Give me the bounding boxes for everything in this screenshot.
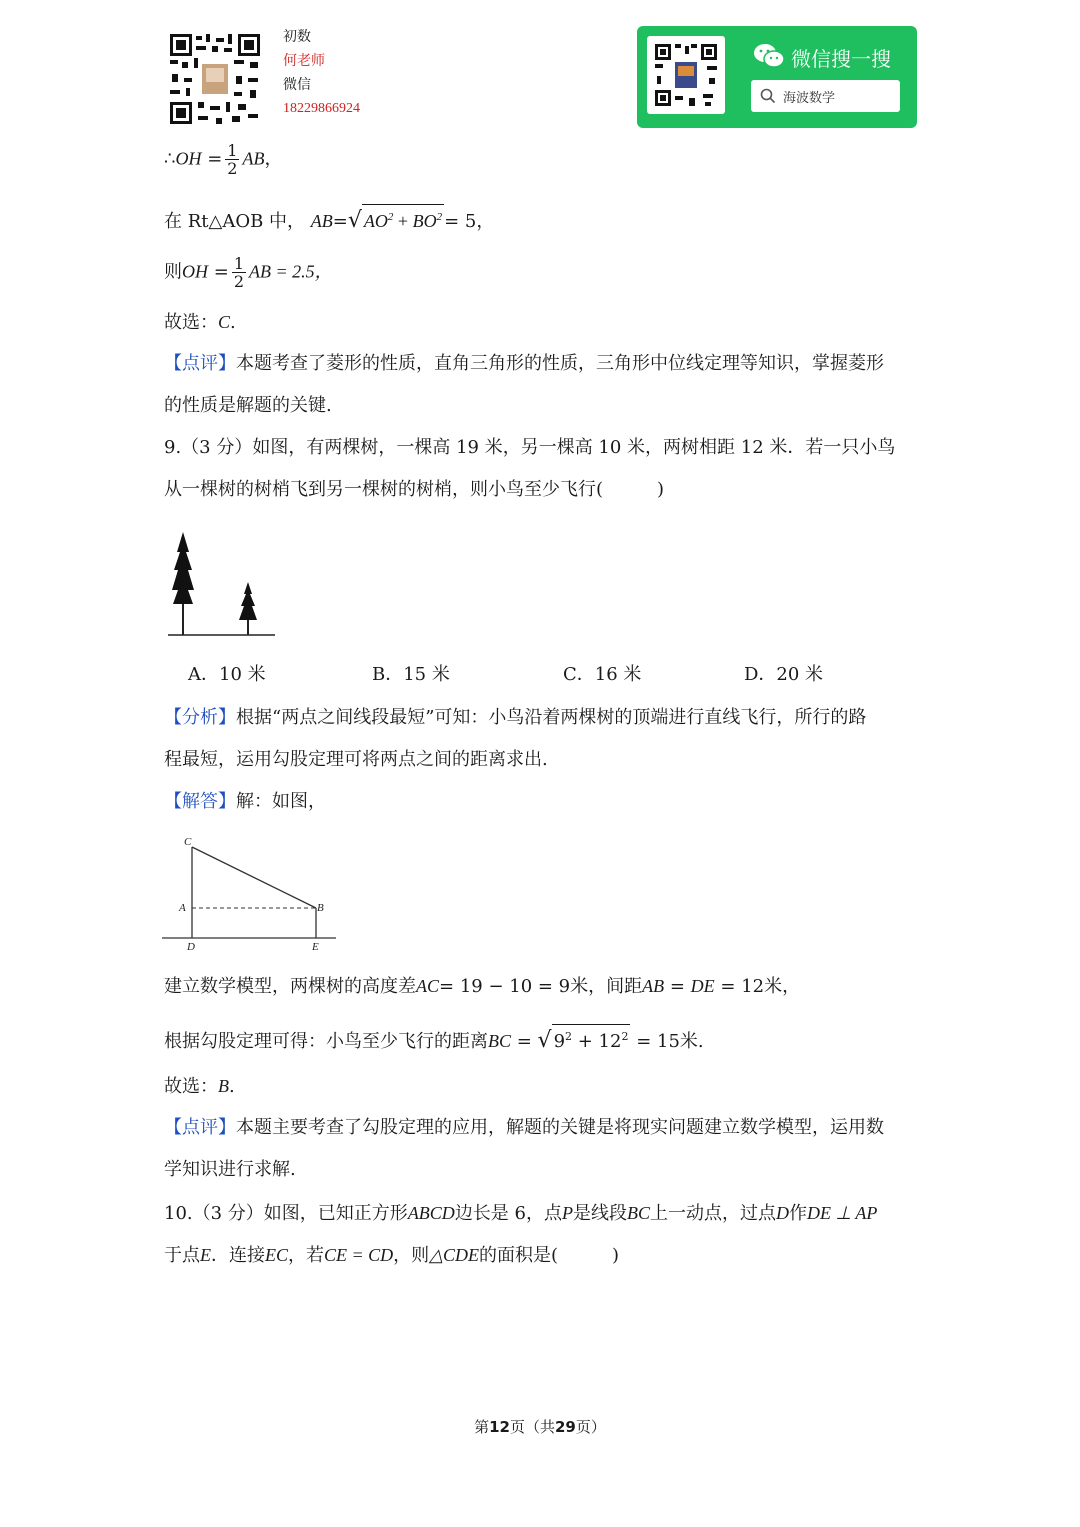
analysis-line-1 bbox=[164, 703, 866, 733]
then-value: AB = 2.5， bbox=[249, 261, 333, 282]
rt-ab: AB bbox=[310, 211, 333, 231]
choose-label: 故选： bbox=[164, 1076, 218, 1097]
pythagoras-line bbox=[164, 1024, 704, 1057]
period: . bbox=[230, 312, 236, 333]
rt-value: = 5， bbox=[444, 211, 495, 232]
wechat-qr-code bbox=[647, 36, 725, 114]
model-intro: 建立数学模型，两棵树的高度差 bbox=[164, 976, 416, 997]
q10-perp: DE ⊥ AP bbox=[807, 1203, 878, 1223]
wechat-search-banner[interactable] bbox=[637, 26, 917, 128]
answer-text: 解：如图， bbox=[236, 791, 326, 812]
pyth-bc: BC bbox=[488, 1031, 512, 1051]
search-icon bbox=[760, 88, 776, 104]
q10-then: ，则 bbox=[393, 1245, 430, 1266]
wechat-search-box[interactable] bbox=[751, 80, 900, 112]
comment-1-line-2: 的性质是解题的关键. bbox=[164, 395, 332, 416]
pyth-result: = 15 bbox=[630, 1031, 680, 1052]
trees-figure bbox=[164, 528, 278, 640]
header-teacher: 何老师 bbox=[283, 53, 325, 69]
rt-triangle-intro: 在 Rt△AOB 中， bbox=[164, 211, 306, 232]
label-a: A bbox=[179, 902, 186, 914]
q10-abcd: ABCD bbox=[407, 1203, 455, 1223]
q10-at-point: 于点 bbox=[164, 1245, 200, 1266]
sqrt-symbol: √ bbox=[537, 1028, 552, 1053]
comment-tag: 【点评】 bbox=[164, 1117, 236, 1138]
q10-segment: 是线段 bbox=[573, 1203, 627, 1224]
pyth-intro: 根据勾股定理可得：小鸟至少飞行的距离 bbox=[164, 1031, 488, 1052]
comment-text: 本题主要考查了勾股定理的应用，解题的关键是将现实问题建立数学模型，运用数 bbox=[236, 1117, 884, 1138]
pyth-eq: = bbox=[511, 1031, 538, 1052]
oh-symbol: OH bbox=[175, 148, 202, 169]
equals-sign: = bbox=[213, 261, 229, 283]
rt-equals: = bbox=[332, 211, 348, 232]
q10-moving: 上一动点，过点 bbox=[650, 1203, 777, 1224]
answer-line bbox=[164, 787, 326, 817]
q10-e: E bbox=[200, 1245, 211, 1265]
choose-line-1 bbox=[164, 307, 236, 338]
period: . bbox=[229, 1076, 235, 1097]
q10-cde: △CDE bbox=[429, 1245, 480, 1265]
page-number: 12 bbox=[489, 1418, 510, 1436]
segment-cb bbox=[192, 847, 316, 908]
equals-sign: = bbox=[207, 148, 223, 170]
model-ab: AB bbox=[642, 976, 665, 996]
q10-side: 边长是 6，点 bbox=[454, 1203, 562, 1224]
answer-tag: 【解答】 bbox=[164, 791, 236, 812]
pyth-end: 米. bbox=[679, 1031, 704, 1052]
header-phone: 18229866924 bbox=[283, 101, 360, 116]
comment-2-line-1 bbox=[164, 1113, 884, 1143]
therefore-line bbox=[164, 142, 282, 177]
question-10-line-1 bbox=[164, 1198, 877, 1229]
footer-pre: 第 bbox=[474, 1418, 490, 1436]
header-wechat-label: 微信 bbox=[283, 77, 311, 93]
model-line bbox=[164, 971, 800, 1002]
ab-symbol: AB bbox=[242, 148, 265, 169]
model-calc: = 19 − 10 = 9 bbox=[439, 976, 571, 997]
page-total: 29 bbox=[555, 1418, 576, 1436]
tree-geometry-diagram bbox=[160, 832, 340, 954]
sqrt-content: $9^2 + 12^2$ bbox=[552, 1024, 631, 1054]
q10-p: P bbox=[562, 1203, 573, 1223]
then-word: 则 bbox=[164, 261, 182, 283]
choose-line-2 bbox=[164, 1071, 235, 1102]
wechat-search-term: 海波数学 bbox=[783, 91, 836, 106]
model-value: = 12 bbox=[714, 976, 765, 997]
analysis-line-2: 程最短，运用勾股定理可将两点之间的距离求出. bbox=[164, 749, 548, 770]
analysis-text: 根据“两点之间线段最短”可知：小鸟沿着两棵树的顶端进行直线飞行，所行的路 bbox=[236, 707, 867, 728]
label-b: B bbox=[317, 902, 324, 914]
comment-tag: 【点评】 bbox=[164, 353, 236, 374]
fraction-half: $\frac{1}{2}$ bbox=[233, 254, 245, 291]
option-d[interactable]: D．20 米 bbox=[744, 664, 824, 685]
right-triangle-line bbox=[164, 204, 494, 237]
comment-2-line-2: 学知识进行求解. bbox=[164, 1159, 296, 1180]
question-10-line-2 bbox=[164, 1240, 619, 1271]
choose-answer: C bbox=[218, 312, 231, 332]
tall-tree-icon bbox=[172, 532, 194, 635]
question-9-line-1: 9.（3 分）如图，有两棵树，一棵高 19 米，另一棵高 10 米，两树相距 12 米．若一只小鸟 bbox=[164, 437, 896, 458]
option-c[interactable]: C．16 米 bbox=[563, 664, 642, 685]
teacher-qr-code bbox=[168, 32, 262, 126]
comment-1-line-1 bbox=[164, 349, 884, 379]
q10-intro: 10.（3 分）如图，已知正方形 bbox=[164, 1203, 408, 1224]
model-ac: AC bbox=[416, 976, 440, 996]
footer-mid: 页（共 bbox=[509, 1418, 555, 1436]
page-footer bbox=[0, 1416, 1080, 1437]
choose-label: 故选： bbox=[164, 312, 218, 333]
option-b[interactable]: B．15 米 bbox=[372, 664, 450, 685]
label-d: D bbox=[187, 941, 195, 953]
model-mid: 米，间距 bbox=[570, 976, 643, 997]
footer-end: 页） bbox=[575, 1418, 606, 1436]
label-c: C bbox=[184, 836, 192, 848]
analysis-tag: 【分析】 bbox=[164, 707, 236, 728]
q10-ce-cd: CE = CD bbox=[324, 1245, 394, 1265]
question-9-line-2: 从一棵树的树梢飞到另一棵树的树梢，则小鸟至少飞行( ) bbox=[164, 479, 665, 500]
sqrt-symbol: √ bbox=[347, 208, 362, 233]
therefore-symbol: ∴ bbox=[164, 148, 176, 170]
choose-answer: B bbox=[218, 1076, 229, 1096]
header-subject: 初数 bbox=[283, 29, 311, 45]
wechat-logo-icon bbox=[753, 42, 785, 70]
q10-area: 的面积是( ) bbox=[479, 1245, 620, 1266]
then-line bbox=[164, 255, 333, 290]
q10-make: 作 bbox=[789, 1203, 808, 1224]
label-e: E bbox=[312, 941, 319, 953]
short-tree-icon bbox=[239, 582, 257, 635]
comma: ， bbox=[264, 148, 283, 170]
q10-bc: BC bbox=[627, 1203, 651, 1223]
sqrt-content: $AO^2 + BO^2$ bbox=[362, 204, 444, 233]
wechat-search-title: 微信搜一搜 bbox=[791, 47, 891, 71]
oh-symbol: OH bbox=[182, 261, 208, 282]
option-a[interactable]: A．10 米 bbox=[188, 664, 266, 685]
q10-d: D bbox=[776, 1203, 790, 1223]
model-end: 米， bbox=[764, 976, 801, 997]
model-de: DE bbox=[690, 976, 715, 996]
comment-text: 本题考查了菱形的性质，直角三角形的性质，三角形中位线定理等知识，掌握菱形 bbox=[236, 353, 884, 374]
model-eq: = bbox=[664, 976, 691, 997]
fraction-half: $\frac{1}{2}$ bbox=[227, 141, 238, 178]
q10-connect: ．连接 bbox=[211, 1245, 265, 1266]
q10-if: ，若 bbox=[288, 1245, 325, 1266]
q10-ec: EC bbox=[265, 1245, 289, 1265]
